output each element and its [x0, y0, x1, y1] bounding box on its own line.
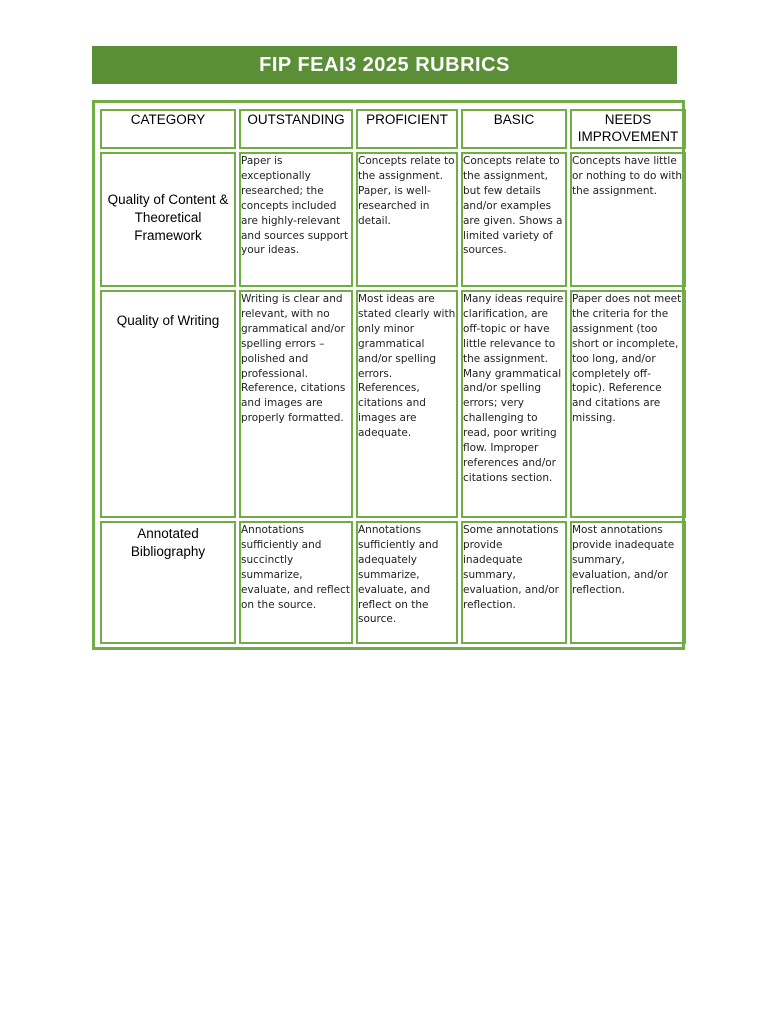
header-category: CATEGORY: [100, 109, 236, 149]
header-basic: BASIC: [461, 109, 567, 149]
basic-cell: Many ideas require clarification, are off-topic or have little relevance to the assignment. Many grammatical and/or spelling errors; very challenging to read, poor writing flow. Improper references and/or citations section.: [461, 290, 567, 518]
table-row: [100, 152, 686, 287]
header-row: [100, 109, 686, 149]
table-row: [100, 290, 686, 518]
page-title: FIP FEAI3 2025 RUBRICS: [92, 46, 677, 84]
outstanding-cell: Writing is clear and relevant, with no grammatical and/or spelling errors – polished and professional. Reference, citations and images are properly formatted.: [239, 290, 353, 518]
proficient-cell: Most ideas are stated clearly with only minor grammatical and/or spelling errors. References, citations and images are adequate.: [356, 290, 458, 518]
needs-improvement-cell: Paper does not meet the criteria for the assignment (too short or incomplete, too long, and/or completely off-topic). Reference and citations are missing.: [570, 290, 686, 518]
category-cell: Quality of Content & Theoretical Framework: [100, 152, 236, 287]
outstanding-cell: Annotations sufficiently and succinctly summarize, evaluate, and reflect on the source.: [239, 521, 353, 644]
category-cell: Annotated Bibliography: [100, 521, 236, 644]
outstanding-cell: Paper is exceptionally researched; the concepts included are highly-relevant and sources support your ideas.: [239, 152, 353, 287]
proficient-cell: Concepts relate to the assignment. Paper, is well-researched in detail.: [356, 152, 458, 287]
header-outstanding: OUTSTANDING: [239, 109, 353, 149]
rubric-table-frame: [92, 100, 685, 650]
basic-cell: Some annotations provide inadequate summary, evaluation, and/or reflection.: [461, 521, 567, 644]
table-row: [100, 521, 686, 644]
rubric-table: [97, 106, 689, 647]
needs-improvement-cell: Concepts have little or nothing to do with the assignment.: [570, 152, 686, 287]
needs-improvement-cell: Most annotations provide inadequate summary, evaluation, and/or reflection.: [570, 521, 686, 644]
category-cell: Quality of Writing: [100, 290, 236, 518]
proficient-cell: Annotations sufficiently and adequately summarize, evaluate, and reflect on the source.: [356, 521, 458, 644]
header-needs-improvement: NEEDS IMPROVEMENT: [570, 109, 686, 149]
basic-cell: Concepts relate to the assignment, but few details and/or examples are given. Shows a limited variety of sources.: [461, 152, 567, 287]
header-proficient: PROFICIENT: [356, 109, 458, 149]
